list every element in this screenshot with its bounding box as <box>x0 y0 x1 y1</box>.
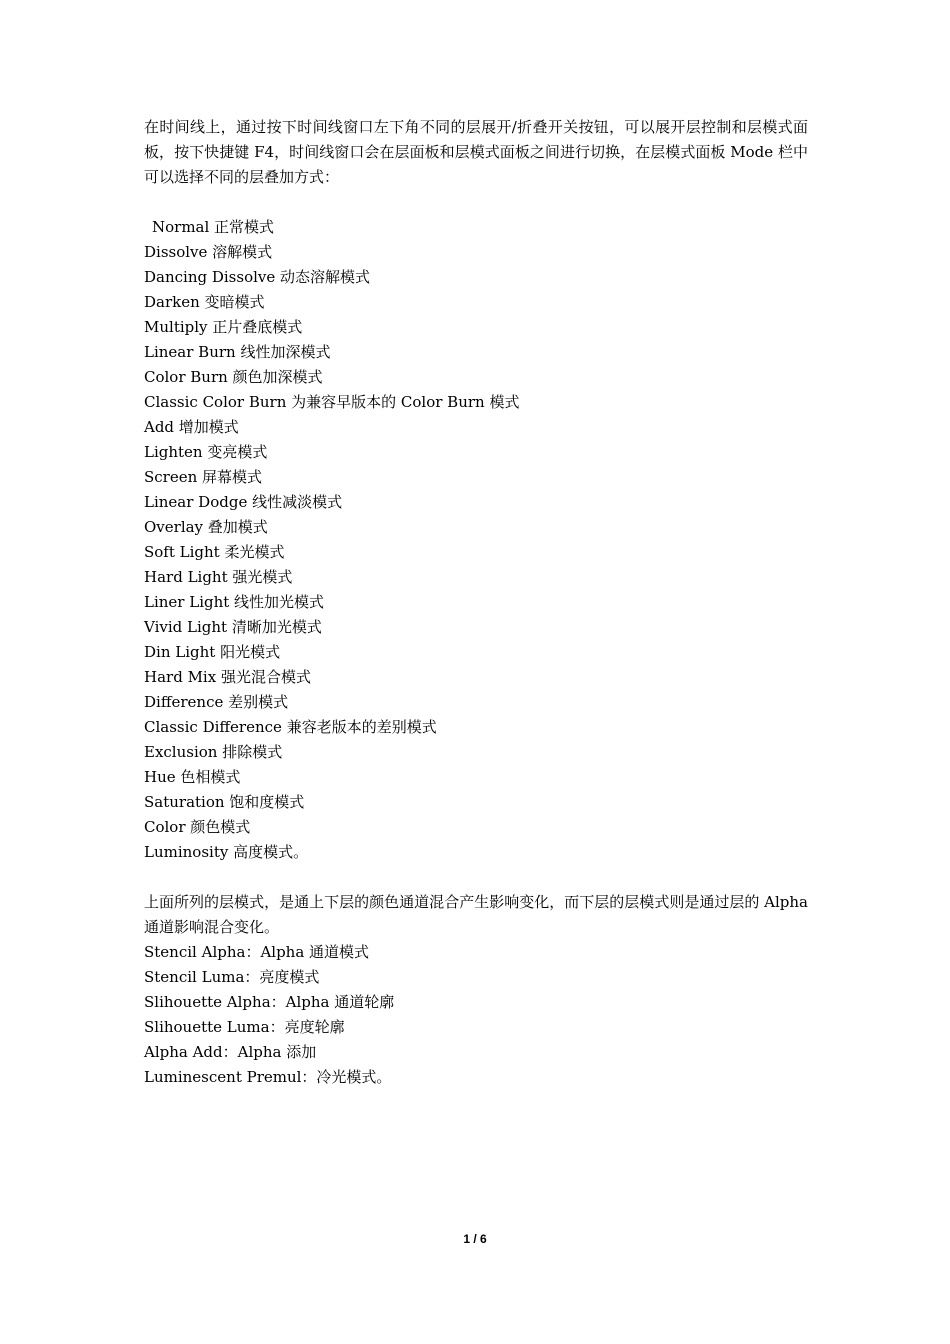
track-mode-item: Alpha Add：Alpha 添加 <box>144 1043 317 1061</box>
page-content <box>144 115 808 1090</box>
spacer <box>144 190 808 215</box>
track-mode-item: Stencil Alpha：Alpha 通道模式 <box>144 943 370 961</box>
mode-item: Linear Burn 线性加深模式 <box>144 343 331 361</box>
mode-item: Hue 色相模式 <box>144 768 241 786</box>
mode-item: Luminosity 高度模式。 <box>144 843 309 861</box>
mode-item: Screen 屏幕模式 <box>144 468 263 486</box>
blend-mode-list <box>144 215 808 865</box>
mode-item: Add 增加模式 <box>144 418 239 436</box>
track-mode-item: Slihouette Luma：亮度轮廓 <box>144 1018 345 1036</box>
mode-item: Multiply 正片叠底模式 <box>144 318 303 336</box>
mode-item: Lighten 变亮模式 <box>144 443 268 461</box>
mode-item: Classic Difference 兼容老版本的差别模式 <box>144 718 437 736</box>
mode-item: Liner Light 线性加光模式 <box>144 593 325 611</box>
spacer <box>144 865 808 890</box>
track-mode-list <box>144 940 808 1090</box>
mode-item: Din Light 阳光模式 <box>144 643 281 661</box>
page-number: 1 / 6 <box>463 1232 487 1246</box>
mode-item: Color 颜色模式 <box>144 818 251 836</box>
track-mode-item: Luminescent Premul：冷光模式。 <box>144 1068 392 1086</box>
second-paragraph: 上面所列的层模式，是通上下层的颜色通道混合产生影响变化，而下层的层模式则是通过层的 Alpha 通道影响混合变化。 <box>144 893 808 936</box>
mode-item: Vivid Light 清晰加光模式 <box>144 618 322 636</box>
mode-item: Difference 差别模式 <box>144 693 289 711</box>
mode-item: Dissolve 溶解模式 <box>144 243 273 261</box>
mode-item: Normal 正常模式 <box>152 218 275 236</box>
mode-item: Classic Color Burn 为兼容早版本的 Color Burn 模式 <box>144 393 520 411</box>
mode-item: Hard Mix 强光混合模式 <box>144 668 311 686</box>
mode-item: Color Burn 颜色加深模式 <box>144 368 323 386</box>
intro-paragraph: 在时间线上，通过按下时间线窗口左下角不同的层展开/折叠开关按钮，可以展开层控制和层模式面板，按下快捷键 F4，时间线窗口会在层面板和层模式面板之间进行切换，在层模式面板 Mode 栏中可以选择不同的层叠加方式： <box>144 118 808 186</box>
track-mode-item: Slihouette Alpha：Alpha 通道轮廓 <box>144 993 395 1011</box>
mode-item: Overlay 叠加模式 <box>144 518 268 536</box>
track-mode-item: Stencil Luma：亮度模式 <box>144 968 320 986</box>
mode-item: Dancing Dissolve 动态溶解模式 <box>144 268 371 286</box>
mode-item: Darken 变暗模式 <box>144 293 265 311</box>
mode-item: Saturation 饱和度模式 <box>144 793 305 811</box>
mode-item: Linear Dodge 线性减淡模式 <box>144 493 343 511</box>
mode-item: Soft Light 柔光模式 <box>144 543 285 561</box>
mode-item: Hard Light 强光模式 <box>144 568 293 586</box>
mode-item: Exclusion 排除模式 <box>144 743 283 761</box>
